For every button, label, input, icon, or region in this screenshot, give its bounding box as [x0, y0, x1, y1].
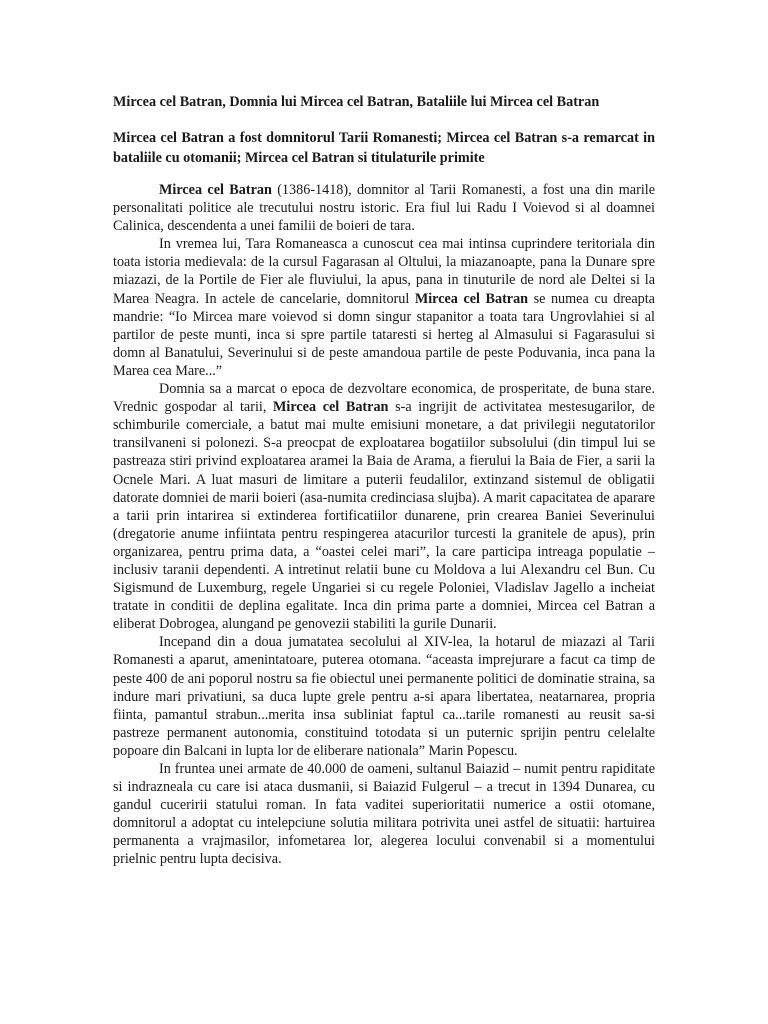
paragraph-text: se numea cu dreapta mandrie: “Io Mircea mare voievod si domn singur stapanitor a toata tara Ungrovlahiei si al partilor de peste munti, inca si spre partile tataresti si herteg al Almasului si Fagarasului si domn al Banatului, Severinului si de peste amandoua partile de peste Poduvania, inca pana la Marea cea Mare...”: [113, 290, 655, 379]
bold-lead: Mircea cel Batran: [159, 182, 272, 198]
paragraph-ottoman-threat: [113, 633, 655, 760]
paragraph-text: (1386-1418), domnitor al Tarii Romanesti, a fost una din marile personalitati politice ale trecutului nostru istoric. Era fiul lui Radu I Voievod si al doamnei Calinica, descendenta a unei familii de boieri de tara.: [113, 182, 655, 235]
paragraph-text: Incepand din a doua jumatatea secolului al XIV-lea, la hotarul de miazazi al Tarii Romanesti a aparut, amenintatoare, puterea otomana. “aceasta imprejurare a facut ca timp de peste 400 de ani poporul nostru sa fie obiectul unei permanente politici de dominatie straina, sa indure mari privatiuni, sa duca lupte grele pentru a-si apara libertatea, neatarnarea, propria fiinta, pamantul strabun...merita insa subliniat faptul ca...tarile romanesti au reusit sa-si pastreze permanent autonomia, constituind totodata si un puternic sprijin pentru celelalte popoare din Balcani in lupta lor de eliberare nationala” Marin Popescu.: [113, 634, 655, 759]
paragraph-reign: [113, 380, 655, 633]
document-title: Mircea cel Batran, Domnia lui Mircea cel Batran, Bataliile lui Mircea cel Batran: [113, 94, 600, 110]
paragraph-text: Domnia sa a marcat o epoca de dezvoltare economica, de prosperitate, de buna stare. Vrednic gospodar al tarii,: [113, 381, 655, 416]
paragraph-text: In fruntea unei armate de 40.000 de oameni, sultanul Baiazid – numit pentru rapiditate si indrazneala cu care isi ataca dusmanii, si Baiazid Fulgerul – a trecut in 1394 Dunarea, cu gandul cuceririi statului roman. In fata vaditei superioritatii numerice a ostii otomane, domnitorul a adoptat cu intelepciune solutia militara potrivita unei astfel de situatii: hartuirea permanenta a vrajmasilor, infometarea lor, alegerea locului convenabil si a momentului prielnic pentru lupta decisiva.: [113, 761, 655, 868]
paragraph-text: s-a ingrijit de activitatea mestesugarilor, de schimburile comerciale, a batut mai multe emisiuni monetare, a dat privilegii negutatorilor transilvaneni si polonezi. S-a preocpat de exploatarea bogatiilor subsolului (din timpul lui se pastreaza stiri privind exploatarea aramei la Baia de Arama, a fierului la Baia de Fier, a sarii la Ocnele Mari. A luat masuri de limitare a puterii feudalilor, extinzand sistemul de obligatii datorate domniei de marii boieri (asa-numita credinciasa slujba). A marit capacitatea de aparare a tarii prin intarirea si extinderea fortificatiilor dunarene, prin crearea Baniei Severinului (dregatorie anume infiintata pentru respingerea atacurilor turcesti la granitele de apus), prin organizarea, pentru prima data, a “oastei celei mari”, la care participa intreaga populatie – inclusiv taranii dependenti. A intretinut relatii bune cu Moldova a lui Alexandru cel Bun. Cu Sigismund de Luxemburg, regele Ungariei si cu regele Poloniei, Vladislav Jagello a incheiat tratate in conditii de deplina egalitate. Inca din prima parte a domniei, Mircea cel Batran a eliberat Dobrogea, alungand pe genovezii stabiliti la gurile Dunarii.: [113, 399, 655, 633]
paragraph-baiazid: [113, 760, 655, 869]
bold-name: Mircea cel Batran: [273, 399, 389, 416]
paragraph-text: In vremea lui, Tara Romaneasca a cunoscut cea mai intinsa cuprindere teritoriala din toata istoria medievala: de la cursul Fagarasan al Oltului, la miazanoapte, pana la Dunare spre miazazi, de la Portile de Fier ale fluviului, la apus, pana in tinuturile de nord ale Deltei si la Marea Neagra. In actele de cancelarie, domnitorul: [113, 236, 655, 307]
document-subtitle: Mircea cel Batran a fost domnitorul Tarii Romanesti; Mircea cel Batran s-a remarcat in bataliile cu otomanii; Mircea cel Batran si titulaturile primite: [113, 130, 655, 166]
paragraph-territory: [113, 235, 655, 380]
document-page: [113, 92, 655, 869]
bold-name: Mircea cel Batran: [414, 290, 529, 307]
paragraph-intro: [113, 181, 655, 235]
document-body: [113, 181, 655, 869]
